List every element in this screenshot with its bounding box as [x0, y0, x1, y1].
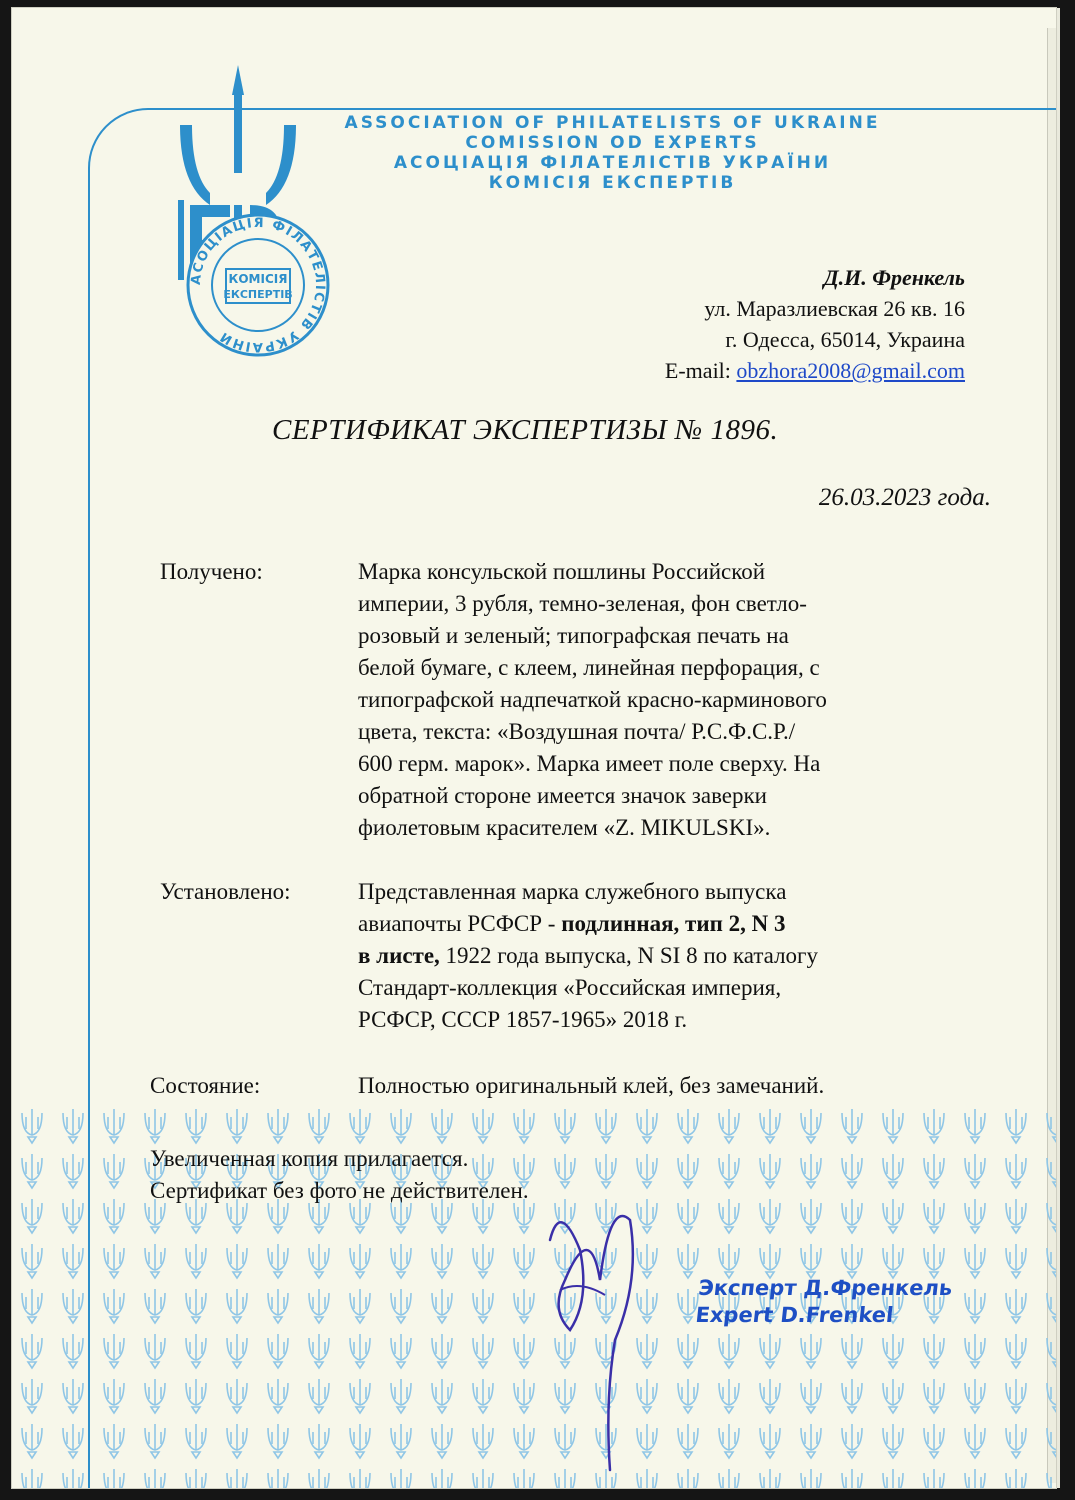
- condition-text: Полностью оригинальный клей, без замечаний.: [358, 1073, 825, 1098]
- notes-block: [150, 1143, 529, 1207]
- received-line: цвета, текста: «Воздушная почта/ Р.С.Ф.С.Р./: [358, 719, 796, 744]
- condition-label: Состояние:: [150, 1073, 261, 1098]
- email-link[interactable]: obzhora2008@gmail.com: [736, 358, 965, 383]
- expert-name: Д.И. Френкель: [823, 265, 965, 290]
- received-line: белой бумаге, с клеем, линейная перфорация, с: [358, 655, 820, 680]
- email-line: [665, 355, 965, 386]
- photo-validity-note: Сертификат без фото не действителен.: [150, 1178, 529, 1203]
- received-text: [358, 556, 978, 844]
- street-address: ул. Маразлиевская 26 кв. 16: [704, 296, 965, 321]
- contact-block: [665, 262, 965, 386]
- expert-stamp: [694, 1275, 954, 1329]
- received-line: обратной стороне имеется значок заверки: [358, 783, 767, 808]
- received-line: типографской надпечаткой красно-карминового: [358, 687, 827, 712]
- established-line: Представленная марка служебного выпуска: [358, 879, 787, 904]
- established-label: Установлено:: [160, 879, 291, 904]
- afu-logo-icon: [170, 65, 350, 375]
- authenticity-verdict: подлинная, тип 2, N 3: [561, 911, 786, 936]
- stamp-line-en: Expert D.Frenkel: [694, 1303, 895, 1327]
- stamp-line-ru: Эксперт Д.Френкель: [697, 1276, 954, 1300]
- org-commission-en: COMISSION OD EXPERTS: [465, 133, 760, 153]
- seal-inner-text-2: ЕКСПЕРТІВ: [223, 288, 293, 301]
- copy-attached-note: Увеличенная копия прилагается.: [150, 1146, 469, 1171]
- org-name-en: ASSOCIATION OF PHILATELISTS OF UKRAINE: [344, 113, 881, 133]
- seal-inner-text-1: КОМІСІЯ: [228, 272, 288, 286]
- organization-header: [300, 113, 925, 193]
- org-commission-ua: КОМІСІЯ ЕКСПЕРТІВ: [488, 173, 737, 193]
- received-line: Марка консульской пошлины Российской: [358, 559, 766, 584]
- established-text: [358, 876, 978, 1036]
- city-address: г. Одесса, 65014, Украина: [725, 327, 965, 352]
- established-line: РСФСР, СССР 1857-1965» 2018 г.: [358, 1007, 688, 1032]
- established-line-part: 1922 года выпуска, N SI 8 по каталогу: [439, 943, 818, 968]
- signature-icon: [520, 1160, 680, 1480]
- established-line: [358, 940, 978, 972]
- received-label: Получено:: [160, 559, 263, 584]
- received-line: империи, 3 рубля, темно-зеленая, фон светло-: [358, 591, 807, 616]
- sheet-position: в листе,: [358, 943, 440, 968]
- received-line: розовый и зеленый; типографская печать на: [358, 623, 789, 648]
- org-name-ua: АСОЦІАЦІЯ ФІЛАТЕЛІСТІВ УКРАЇНИ: [393, 153, 832, 173]
- established-line-part: авиапочты РСФСР -: [358, 911, 562, 936]
- received-line: фиолетовым красителем «Z. MIKULSKI».: [358, 815, 771, 840]
- email-label: E-mail:: [664, 358, 737, 383]
- certificate-date: 26.03.2023 года.: [818, 484, 991, 511]
- seal-outer-text: АСОЦІАЦІЯ ФІЛАТЕЛІСТІВ УКРАЇНИ: [188, 215, 328, 355]
- established-line: [358, 908, 978, 940]
- established-line: Стандарт-коллекция «Российская империя,: [358, 975, 782, 1000]
- certificate-title: СЕРТИФИКАТ ЭКСПЕРТИЗЫ № 1896.: [272, 414, 779, 446]
- received-line: 600 герм. марок». Марка имеет поле сверху. На: [358, 751, 821, 776]
